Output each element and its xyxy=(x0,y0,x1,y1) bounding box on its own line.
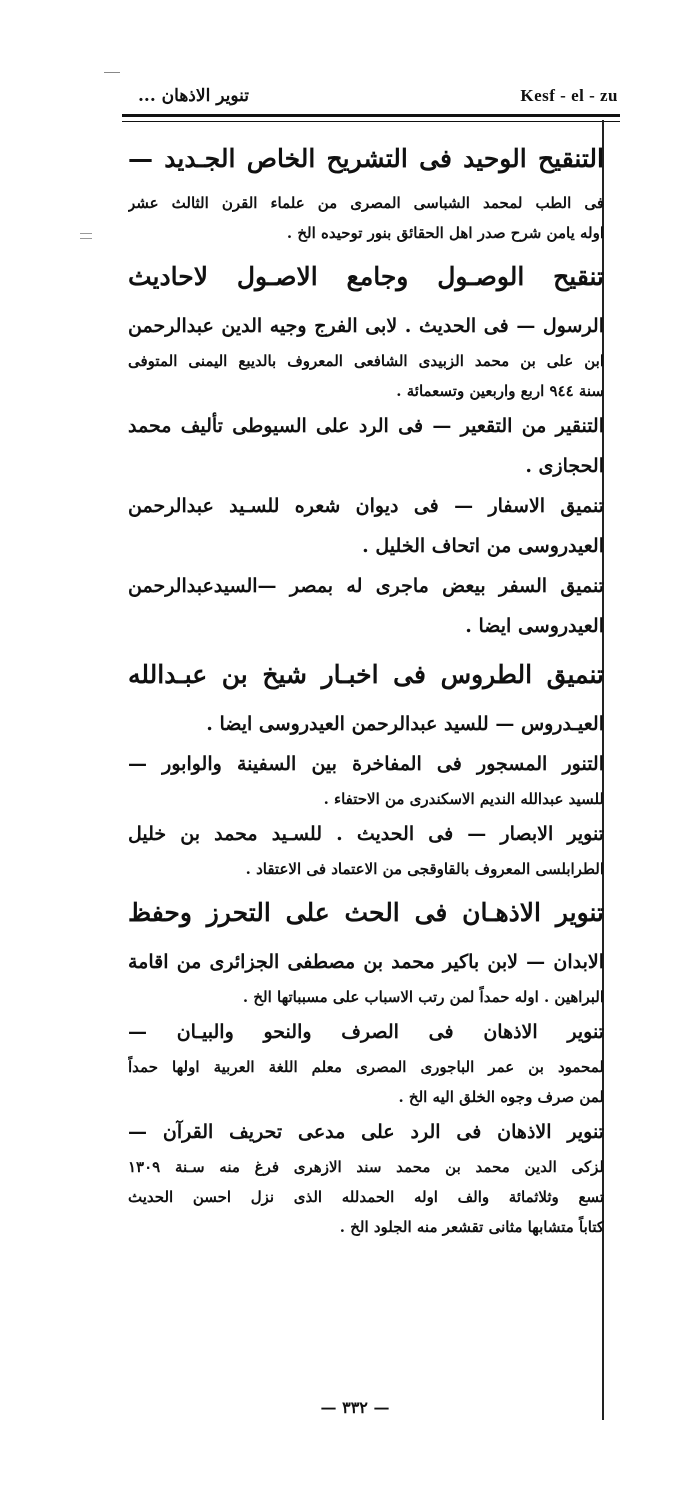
text-line: تنميق السفر بيعض ماجرى له بمصر —السيدعبدالرحمن xyxy=(128,575,604,597)
scan-mark xyxy=(80,238,92,239)
text-line: اوله يامن شرح صدر اهل الحقائق بنور توحيده الخ . xyxy=(286,224,604,242)
text-line: ابن على بن محمد الزبيدى الشافعى المعروف بالديبع اليمنى المتوفى xyxy=(128,352,604,370)
text-line: التنور المسجور فى المفاخرة بين السفينة والوابور — xyxy=(128,753,604,775)
text-line: تنميق الاسفار — فى ديوان شعره للسـيد عبدالرحمن xyxy=(128,495,604,517)
text-line: سنة ٩٤٤ اربع واربعين وتسعمائة . xyxy=(396,382,604,400)
text-line: التنقير من التقعير — فى الرد على السيوطى تأليف محمد xyxy=(128,415,604,437)
text-line: الحجازى . xyxy=(525,455,604,477)
text-line: لمحمود بن عمر الباجورى المصرى معلم اللغة العربية اولها حمداً xyxy=(128,1058,604,1076)
header-rule-thick xyxy=(122,114,620,117)
text-line: العيدروسى من اتحاف الخليل . xyxy=(362,535,604,557)
scan-mark xyxy=(104,72,120,73)
text-line: الطرابلسى المعروف بالقاوقجى من الاعتماد فى الاعتقاد . xyxy=(245,860,604,878)
text-line: التنقيح الوحيد فى التشريح الخاص الجـديد — xyxy=(128,144,604,173)
text-line: البراهين . اوله حمداً لمن رتب الاسباب على مسبباتها الخ . xyxy=(242,988,604,1006)
text-line: الابدان — لابن باكير محمد بن مصطفى الجزائرى من اقامة xyxy=(128,951,604,973)
entries-text xyxy=(128,130,604,1242)
text-line: العيـدروس — للسيد عبدالرحمن العيدروسى ايضا . xyxy=(206,713,604,735)
page-number: — ٣٣٢ — xyxy=(320,1398,390,1417)
header-rule-thin xyxy=(122,121,620,122)
running-title: تنوير الاذهان ... xyxy=(138,86,249,106)
text-line: كتاباً متشابها مثانى تقشعر منه الجلود الخ . xyxy=(339,1218,604,1236)
text-line: تنوير الاذهـان فى الحث على التحرز وحفظ xyxy=(128,898,604,927)
text-line: تنقيح الوصـول وجامع الاصـول لاحاديث xyxy=(128,262,604,291)
text-line: تسع وثلاثمائة والف اوله الحمدلله الذى نزل احسن الحديث xyxy=(128,1188,604,1206)
text-line: تنوير الاذهان فى الصرف والنحو والبيـان — xyxy=(128,1021,604,1043)
text-line: للسيد عبدالله النديم الاسكندرى من الاحتفاء . xyxy=(323,790,604,808)
running-book-title: Kesf - el - zu xyxy=(520,86,618,105)
text-line: تنميق الطروس فى اخبـار شيخ بن عبـدالله xyxy=(128,660,604,689)
text-line: الرسول — فى الحديث . لابى الفرج وجيه الدين عبدالرحمن xyxy=(128,315,604,337)
text-line: لزكى الدين محمد بن محمد سند الازهرى فرغ منه سـنة ١٣٠٩ xyxy=(128,1158,604,1176)
text-line: تنوير الاذهان فى الرد على مدعى تحريف القرآن — xyxy=(128,1121,604,1143)
text-line: فى الطب لمحمد الشباسى المصرى من علماء القرن الثالث عشر xyxy=(128,194,604,212)
text-line: العيدروسى ايضا . xyxy=(465,615,604,637)
scan-mark xyxy=(80,233,92,234)
text-line: تنوير الابصار — فى الحديث . للسـيد محمد بن خليل xyxy=(128,823,604,845)
text-line: لمن صرف وجوه الخلق اليه الخ . xyxy=(398,1088,604,1106)
page-header xyxy=(138,74,618,106)
